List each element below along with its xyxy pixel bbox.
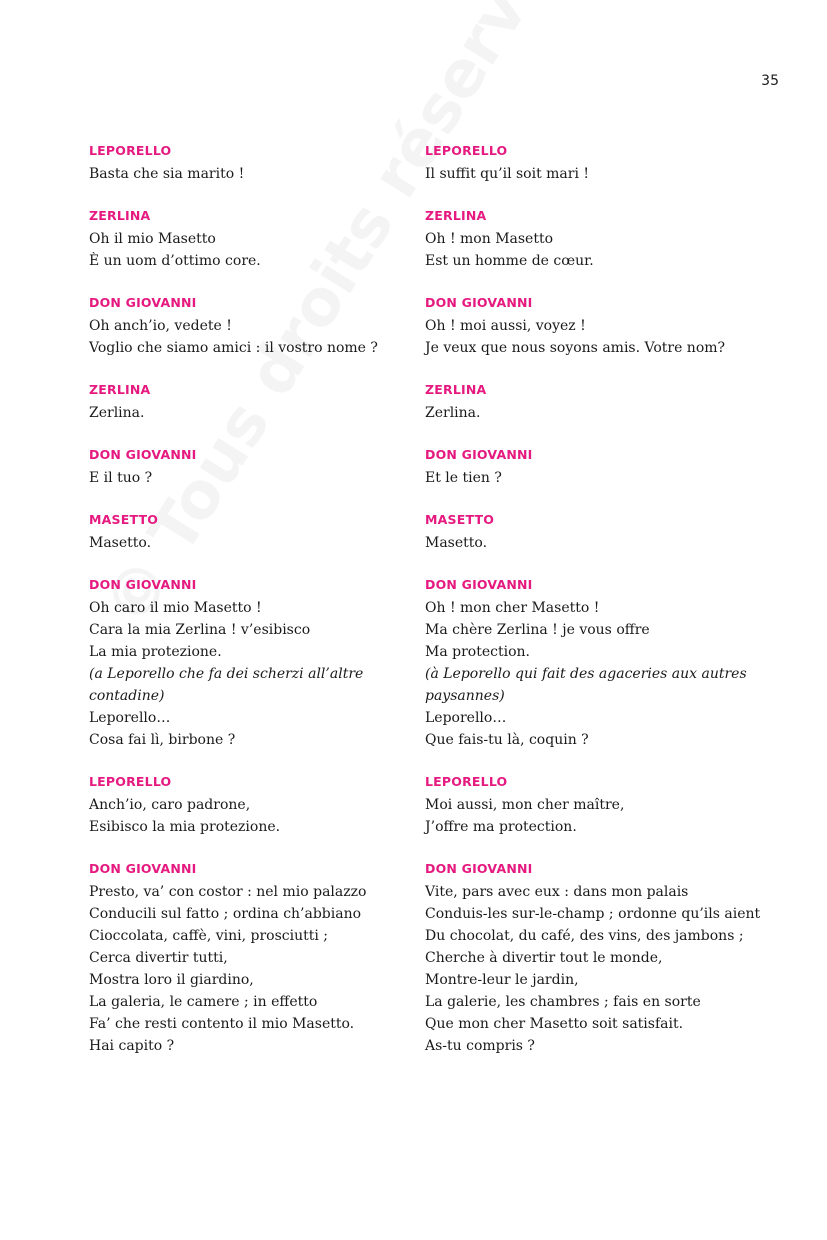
stage-direction: paysannes) (425, 688, 505, 704)
dialogue-line: Oh ! mon cher Masetto ! (425, 600, 600, 616)
dialogue-line: La mia protezione. (89, 644, 222, 660)
dialogue-line: Cioccolata, caffè, vini, prosciutti ; (89, 928, 329, 944)
dialogue-block (425, 773, 755, 838)
speaker-name: ZERLINA (89, 208, 151, 223)
speaker-name: DON GIOVANNI (425, 577, 533, 592)
dialogue-line: La galeria, le camere ; in effetto (89, 994, 318, 1010)
dialogue-line: E il tuo ? (89, 470, 153, 486)
dialogue-block (89, 773, 419, 838)
dialogue-line: Je veux que nous soyons amis. Votre nom? (425, 340, 726, 356)
dialogue-line: Mostra loro il giardino, (89, 972, 254, 988)
page-number: 35 (761, 73, 779, 89)
dialogue-line: Ma chère Zerlina ! je vous offre (425, 622, 650, 638)
dialogue-block (89, 142, 419, 185)
speaker-name: ZERLINA (425, 208, 487, 223)
speaker-name: DON GIOVANNI (425, 447, 533, 462)
dialogue-block (425, 142, 755, 185)
dialogue-block (89, 576, 419, 751)
dialogue-line: Oh anch’io, vedete ! (89, 318, 232, 334)
dialogue-line: Oh il mio Masetto (89, 231, 216, 247)
dialogue-line: Et le tien ? (425, 470, 502, 486)
dialogue-line: Voglio che siamo amici : il vostro nome ? (89, 340, 378, 356)
dialogue-line: Leporello… (425, 710, 507, 726)
speaker-name: DON GIOVANNI (89, 295, 197, 310)
italian-libretto-column (89, 142, 419, 1079)
dialogue-line: J’offre ma protection. (425, 819, 577, 835)
dialogue-line: Masetto. (425, 535, 488, 551)
dialogue-line: Cherche à divertir tout le monde, (425, 950, 663, 966)
dialogue-block (89, 446, 419, 489)
dialogue-line: Vite, pars avec eux : dans mon palais (425, 884, 689, 900)
dialogue-block (89, 860, 419, 1057)
speaker-name: DON GIOVANNI (425, 295, 533, 310)
stage-direction: (a Leporello che fa dei scherzi all’altre (89, 666, 364, 682)
dialogue-line: Conducili sul fatto ; ordina ch’abbiano (89, 906, 362, 922)
dialogue-block (425, 860, 761, 1057)
dialogue-line: La galerie, les chambres ; fais en sorte (425, 994, 701, 1010)
dialogue-block (89, 294, 419, 359)
dialogue-line: Oh caro il mio Masetto ! (89, 600, 262, 616)
dialogue-line: Que fais-tu là, coquin ? (425, 732, 589, 748)
dialogue-line: As-tu compris ? (425, 1038, 535, 1054)
speaker-name: LEPORELLO (425, 774, 508, 789)
dialogue-block (89, 381, 419, 424)
dialogue-block (425, 446, 755, 489)
dialogue-block (425, 207, 755, 272)
speaker-name: ZERLINA (425, 382, 487, 397)
speaker-name: LEPORELLO (89, 143, 172, 158)
dialogue-line: Zerlina. (89, 405, 145, 421)
dialogue-line: Cosa fai lì, birbone ? (89, 732, 236, 748)
speaker-name: LEPORELLO (89, 774, 172, 789)
dialogue-block (89, 511, 419, 554)
speaker-name: DON GIOVANNI (89, 861, 197, 876)
speaker-name: DON GIOVANNI (89, 447, 197, 462)
dialogue-block (425, 381, 755, 424)
dialogue-line: Basta che sia marito ! (89, 166, 245, 182)
dialogue-line: Oh ! mon Masetto (425, 231, 554, 247)
dialogue-line: Zerlina. (425, 405, 481, 421)
dialogue-line: Moi aussi, mon cher maître, (425, 797, 625, 813)
dialogue-line: Cerca divertir tutti, (89, 950, 228, 966)
dialogue-line: Oh ! moi aussi, voyez ! (425, 318, 586, 334)
speaker-name: MASETTO (89, 512, 159, 527)
dialogue-line: Ma protection. (425, 644, 530, 660)
speaker-name: DON GIOVANNI (89, 577, 197, 592)
dialogue-line: Du chocolat, du café, des vins, des jambons ; (425, 928, 744, 944)
dialogue-block (425, 576, 755, 751)
dialogue-line: Que mon cher Masetto soit satisfait. (425, 1016, 684, 1032)
stage-direction: contadine) (89, 688, 165, 704)
speaker-name: MASETTO (425, 512, 495, 527)
dialogue-line: Fa’ che resti contento il mio Masetto. (89, 1016, 355, 1032)
french-translation-column (425, 142, 761, 1079)
dialogue-line: Hai capito ? (89, 1038, 175, 1054)
dialogue-block (425, 511, 755, 554)
dialogue-line: Il suffit qu’il soit mari ! (425, 166, 590, 182)
dialogue-line: Esibisco la mia protezione. (89, 819, 281, 835)
dialogue-line: Est un homme de cœur. (425, 253, 594, 269)
speaker-name: ZERLINA (89, 382, 151, 397)
dialogue-line: Cara la mia Zerlina ! v’esibisco (89, 622, 311, 638)
speaker-name: DON GIOVANNI (425, 861, 533, 876)
dialogue-line: Leporello… (89, 710, 171, 726)
dialogue-block (89, 207, 419, 272)
speaker-name: LEPORELLO (425, 143, 508, 158)
dialogue-block (425, 294, 755, 359)
dialogue-line: Anch’io, caro padrone, (89, 797, 251, 813)
dialogue-line: Presto, va’ con costor : nel mio palazzo (89, 884, 367, 900)
stage-direction: (à Leporello qui fait des agaceries aux autres (425, 666, 747, 682)
dialogue-line: Masetto. (89, 535, 152, 551)
dialogue-line: Conduis-les sur-le-champ ; ordonne qu’ils aient (425, 906, 761, 922)
dialogue-line: Montre-leur le jardin, (425, 972, 579, 988)
dialogue-line: È un uom d’ottimo core. (89, 253, 261, 269)
